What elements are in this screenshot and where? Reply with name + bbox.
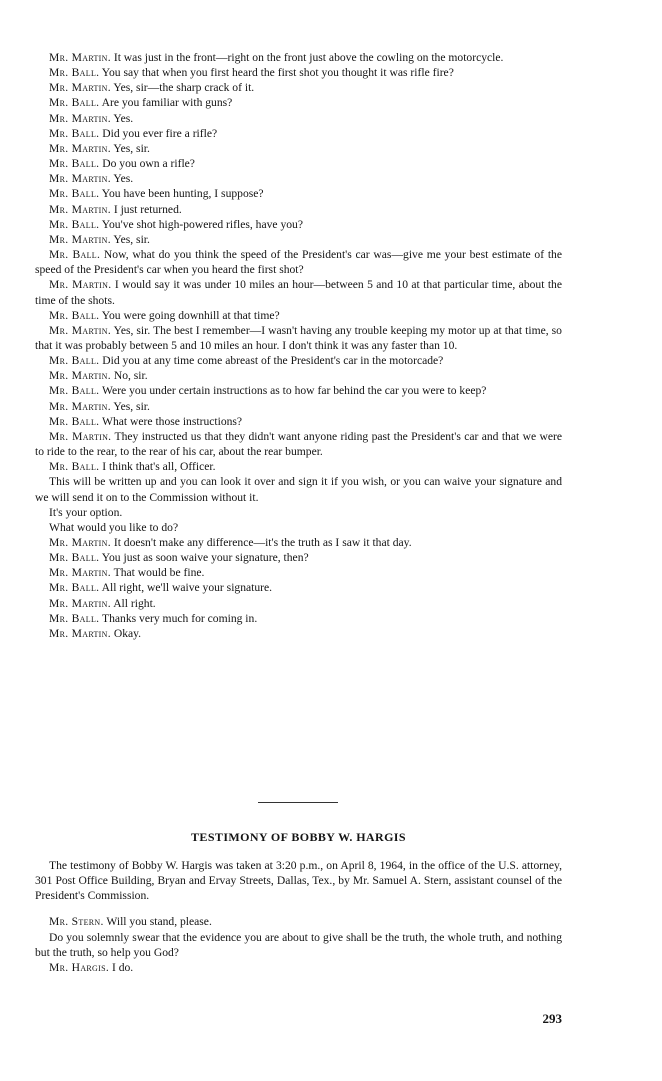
statement-text: Will you stand, please. <box>106 915 212 929</box>
transcript-line <box>35 247 562 277</box>
transcript-line <box>35 126 562 141</box>
testimony-transcript <box>35 50 562 641</box>
transcript-line <box>35 383 562 398</box>
section-heading: TESTIMONY OF BOBBY W. HARGIS <box>191 830 406 844</box>
speaker-name: Mr. Martin. <box>49 536 111 549</box>
statement-text: Did you at any time come abreast of the President's car in the motorcade? <box>102 354 444 368</box>
section-divider <box>258 802 338 803</box>
hargis-transcript <box>35 914 562 975</box>
speaker-name: Mr. Ball. <box>49 414 100 428</box>
speaker-name: Mr. Ball. <box>49 66 100 80</box>
speaker-name: Mr. Ball. <box>49 460 100 474</box>
speaker-name: Mr. Ball. <box>49 96 100 110</box>
speaker-name: Mr. Ball. <box>49 551 100 565</box>
transcript-line <box>35 95 562 110</box>
speaker-name: Mr. Martin. <box>49 51 111 64</box>
transcript-line <box>35 202 562 217</box>
speaker-name: Mr. Martin. <box>49 111 111 125</box>
transcript-line <box>35 80 562 95</box>
transcript-line <box>35 111 562 126</box>
statement-text: That would be fine. <box>113 566 205 580</box>
speaker-name: Mr. Ball. <box>49 308 100 322</box>
speaker-name: Mr. Ball. <box>49 126 100 140</box>
speaker-name: Mr. Ball. <box>49 217 100 231</box>
statement-text: Yes. <box>113 172 134 186</box>
statement-text: Okay. <box>113 626 142 640</box>
statement-text: Are you familiar with guns? <box>101 96 233 110</box>
statement-text: All right. <box>113 596 156 610</box>
statement-text: They instructed us that they didn't want anyone riding past the President's car and that we were to ride to the rear, to the rear of his car, about the rear bumper. <box>35 429 562 459</box>
transcript-line <box>35 565 562 580</box>
transcript-line <box>35 171 562 186</box>
transcript-line <box>35 156 562 171</box>
speaker-name: Mr. Martin. <box>49 429 112 443</box>
transcript-line <box>35 399 562 414</box>
statement-text: Do you own a rifle? <box>102 157 195 171</box>
transcript-line <box>35 323 562 353</box>
speaker-name: Mr. Hargis. <box>49 960 110 974</box>
statement-text: Yes, sir. <box>113 399 150 413</box>
intro-paragraph: The testimony of Bobby W. Hargis was taken at 3:20 p.m., on April 8, 1964, in the office of the U.S. attorney, 301 Post Office Building, Bryan and Ervay Streets, Dallas, Tex., by Mr. Samuel A. Stern, assistant counsel of the President's Commission. <box>35 859 562 903</box>
statement-text: You say that when you first heard the first shot you thought it was rifle fire? <box>101 66 454 80</box>
statement-text: Do you solemnly swear that the evidence you are about to give shall be the truth, the whole truth, and nothing but the truth, so help you God? <box>35 930 562 959</box>
transcript-line <box>35 960 562 975</box>
statement-text: It doesn't make any difference—it's the truth as I saw it that day. <box>113 536 412 549</box>
speaker-name: Mr. Martin. <box>49 141 111 155</box>
transcript-line <box>35 550 562 565</box>
statement-text: Yes. <box>113 111 134 125</box>
transcript-line <box>35 474 562 504</box>
statement-text: I would say it was under 10 miles an hour—between 5 and 10 at that particular time, about the time of the shots. <box>35 278 562 307</box>
speaker-name: Mr. Martin. <box>49 323 112 337</box>
statement-text: Yes, sir. <box>113 232 150 246</box>
transcript-line <box>35 611 562 626</box>
speaker-name: Mr. Ball. <box>49 354 100 368</box>
speaker-name: Mr. Martin. <box>49 566 111 580</box>
speaker-name: Mr. Martin. <box>49 278 112 292</box>
speaker-name: Mr. Martin. <box>49 81 111 95</box>
speaker-name: Mr. Martin. <box>49 202 111 216</box>
speaker-name: Mr. Ball. <box>49 187 100 201</box>
speaker-name: Mr. Ball. <box>49 157 100 171</box>
statement-text: I think that's all, Officer. <box>102 460 216 474</box>
hargis-testimony <box>35 858 562 975</box>
transcript-line <box>35 626 562 641</box>
statement-text: Yes, sir. The best I remember—I wasn't having any trouble keeping my motor up at that time, so that it was probably between 5 and 10 miles an hour. I don't think it was any faster than 10. <box>35 323 562 352</box>
statement-text: Yes, sir—the sharp crack of it. <box>113 81 255 95</box>
transcript-line <box>35 368 562 383</box>
statement-text: Now, what do you think the speed of the President's car was—give me your best estimate of the speed of the President's car when you heard the first shot? <box>35 248 562 277</box>
statement-text: All right, we'll waive your signature. <box>101 581 273 595</box>
statement-text: No, sir. <box>113 369 148 383</box>
transcript-line <box>35 308 562 323</box>
transcript-line <box>35 580 562 595</box>
speaker-name: Mr. Martin. <box>49 626 111 640</box>
speaker-name: Mr. Ball. <box>49 384 100 398</box>
statement-text: This will be written up and you can look it over and sign it if you wish, or you can waive your signature and we will send it on to the Commission without it. <box>35 475 562 504</box>
statement-text: You just as soon waive your signature, then? <box>101 551 309 565</box>
statement-text: Were you under certain instructions as to how far behind the car you were to keep? <box>102 384 487 398</box>
transcript-line <box>35 217 562 232</box>
speaker-name: Mr. Ball. <box>49 248 101 262</box>
transcript-line <box>35 50 562 65</box>
speaker-name: Mr. Martin. <box>49 172 111 186</box>
speaker-name: Mr. Martin. <box>49 399 111 413</box>
page-number: 293 <box>542 1011 562 1026</box>
transcript-line <box>35 930 562 960</box>
transcript-line <box>35 414 562 429</box>
statement-text: You were going downhill at that time? <box>101 308 280 322</box>
transcript-line <box>35 232 562 247</box>
transcript-line <box>35 914 562 929</box>
speaker-name: Mr. Ball. <box>49 581 100 595</box>
transcript-line <box>35 505 562 520</box>
transcript-line <box>35 520 562 535</box>
transcript-line <box>35 429 562 459</box>
statement-text: What would you like to do? <box>49 520 179 534</box>
statement-text: You've shot high-powered rifles, have you? <box>101 217 303 231</box>
speaker-name: Mr. Stern. <box>49 915 104 929</box>
statement-text: Did you ever fire a rifle? <box>102 126 218 140</box>
transcript-line <box>35 459 562 474</box>
statement-text: Thanks very much for coming in. <box>102 611 258 625</box>
statement-text: What were those instructions? <box>102 414 243 428</box>
transcript-line <box>35 65 562 80</box>
transcript-line <box>35 277 562 307</box>
statement-text: I just returned. <box>113 202 182 216</box>
speaker-name: Mr. Martin. <box>49 596 111 610</box>
transcript-line <box>35 141 562 156</box>
statement-text: Yes, sir. <box>113 141 150 155</box>
transcript-line <box>35 186 562 201</box>
speaker-name: Mr. Martin. <box>49 369 111 383</box>
transcript-line <box>35 353 562 368</box>
transcript-line <box>35 596 562 611</box>
statement-text: You have been hunting, I suppose? <box>101 187 264 201</box>
speaker-name: Mr. Ball. <box>49 611 100 625</box>
statement-text: I do. <box>111 960 134 974</box>
transcript-line <box>35 535 562 550</box>
statement-text: It was just in the front—right on the front just above the cowling on the motorcycle. <box>113 51 504 64</box>
speaker-name: Mr. Martin. <box>49 232 111 246</box>
statement-text: It's your option. <box>49 505 123 519</box>
